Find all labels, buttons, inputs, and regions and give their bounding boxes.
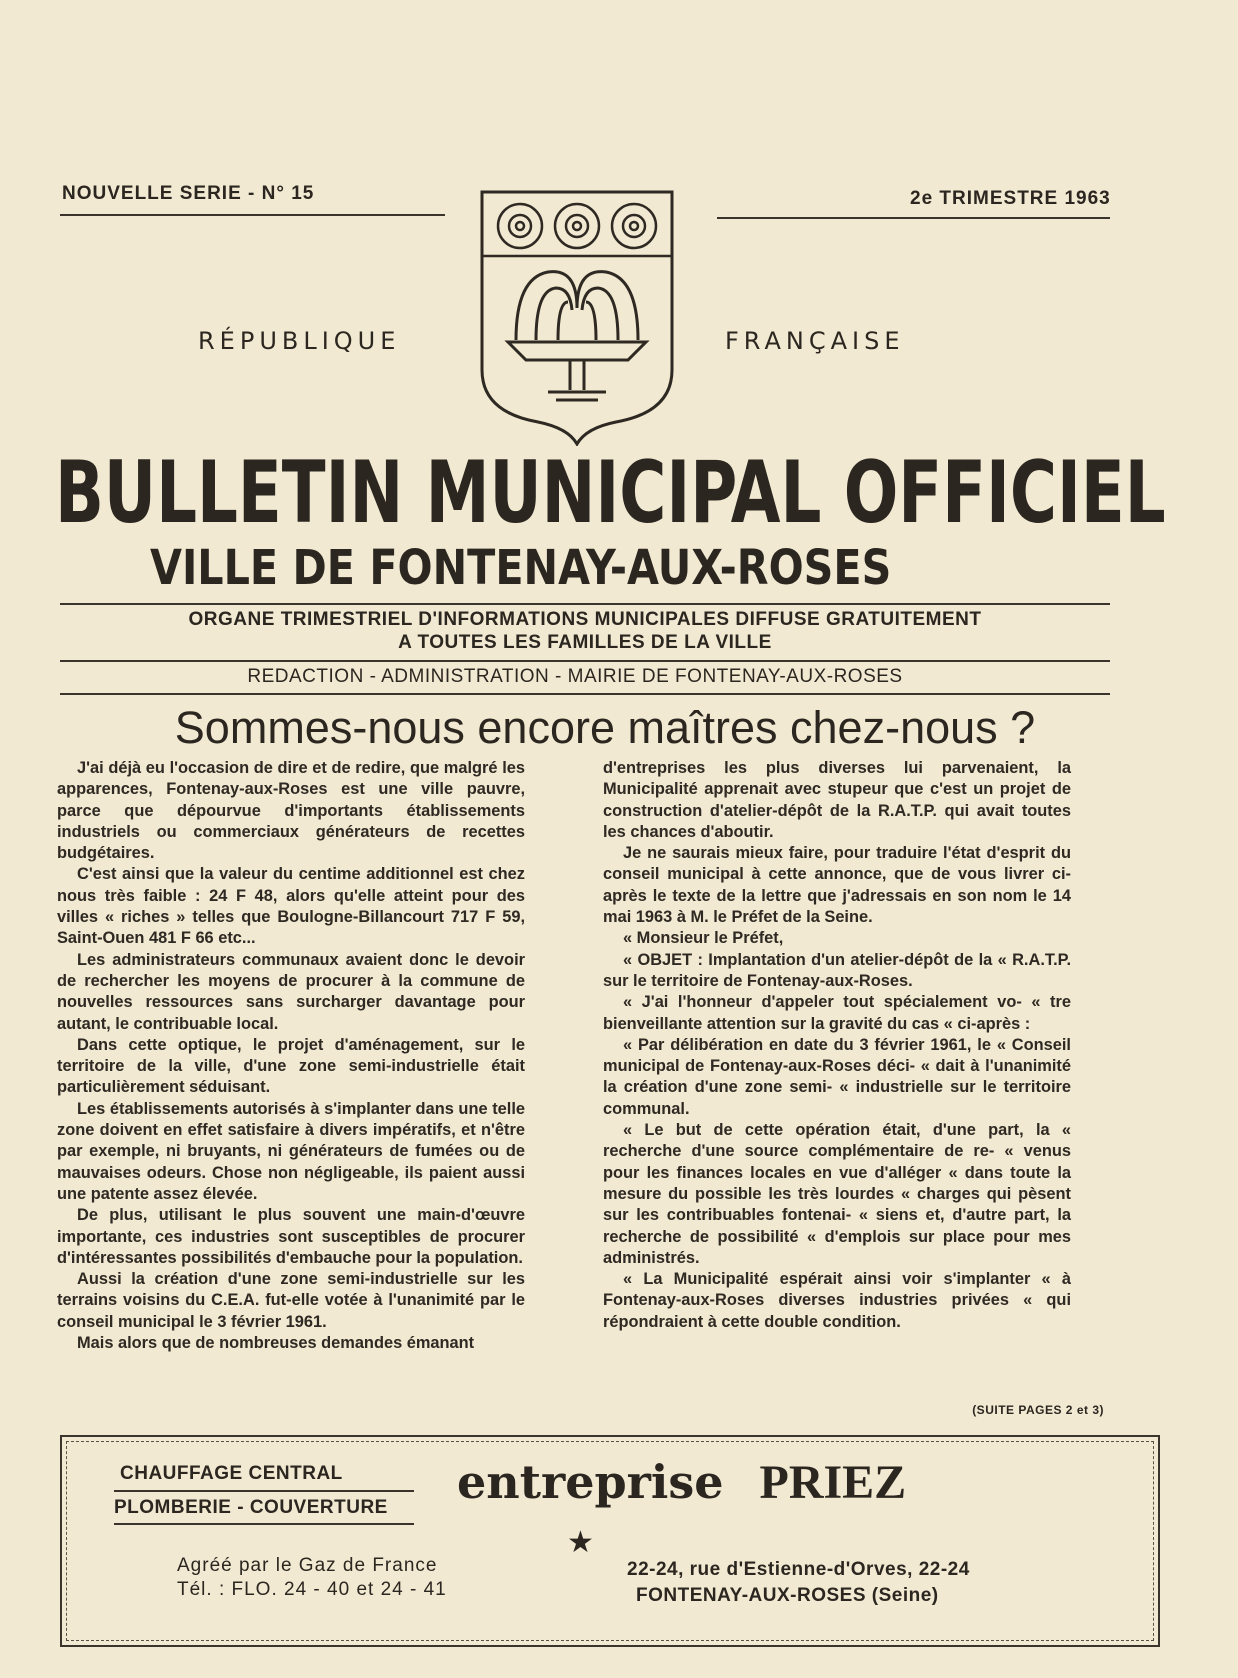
paragraph: Aussi la création d'une zone semi-industrielle sur les terrains voisins du C.E.A. fut-elle votée à l'unanimité par le conseil municipal le 3 février 1961. [57,1270,525,1331]
town-subtitle: VILLE DE FONTENAY-AUX-ROSES [150,540,892,596]
ad-company-word: entreprise [457,1455,724,1509]
ad-line-heating: CHAUFFAGE CENTRAL [120,1463,343,1484]
ad-address-town: FONTENAY-AUX-ROSES (Seine) [636,1585,939,1606]
republique-label: RÉPUBLIQUE [198,327,401,355]
redaction-line: REDACTION - ADMINISTRATION - MAIRIE DE FONTENAY-AUX-ROSES [247,666,903,687]
paragraph: « Monsieur le Préfet, [623,929,784,948]
masthead-rule-1 [60,603,1110,605]
paragraph: « Par délibération en date du 3 février 1961, le « Conseil municipal de Fontenay-aux-Roses déci- « dait à l'unanimité la création d'une zone semi- « industrielle sur le territoire communal. [603,1035,1071,1118]
ad-address-street: 22-24, rue d'Estienne-d'Orves, 22-24 [627,1559,970,1580]
ad-line-plumbing: PLOMBERIE - COUVERTURE [114,1497,388,1518]
advertisement-box [60,1435,1160,1647]
paragraph: « Le but de cette opération était, d'une part, la « recherche d'une source complémentaire de re- « venus pour les finances locales en vue d'alléger « dans toute la mesure du possible les très lourdes « charges qui pèsent sur les contribuables fontenai- « siens et, d'autre part, la recherche de possibilité « d'emplois sur place pour mes administrés. [603,1121,1071,1267]
paragraph: « J'ai l'honneur d'appeler tout spécialement vo- « tre bienveillante attention sur la gravité du cas « ci-après : [603,993,1071,1033]
star-icon: ★ [567,1526,594,1559]
paragraph: Mais alors que de nombreuses demandes émanant [77,1334,475,1353]
article-headline: Sommes-nous encore maîtres chez-nous ? [174,702,1036,753]
ad-rule-2 [114,1523,414,1525]
ad-approval: Agréé par le Gaz de France [177,1555,438,1576]
masthead-rule-3 [60,693,1110,695]
header-rule-right [717,217,1110,219]
ad-rule-1 [114,1490,414,1492]
paragraph: « OBJET : Implantation d'un atelier-dépôt de la « R.A.T.P. sur le territoire de Fontenay-aux-Roses. [603,950,1071,990]
article-column-1 [57,758,525,1354]
paragraph: C'est ainsi que la valeur du centime additionnel est chez nous très faible : 24 F 48, alors qu'elle atteint pour des villes « riches » telles que Boulogne-Billancourt 717 F 59, Saint-Ouen 481 F 66 etc... [57,865,525,948]
paragraph: Dans cette optique, le projet d'aménagement, sur le territoire de la ville, d'une zone semi-industrielle était particulièrement séduisant. [57,1035,525,1097]
article-column-2 [603,758,1071,1333]
paragraph: J'ai déjà eu l'occasion de dire et de redire, que malgré les apparences, Fontenay-aux-Roses est une ville pauvre, parce que dépourvue d'importants établissements industriels ou commerciaux générateurs de recettes budgétaires. [57,759,525,863]
continued-note: (SUITE PAGES 2 et 3) [972,1403,1104,1417]
header-rule-left [60,214,445,216]
ad-company-brand: PRIEZ [759,1456,907,1509]
paragraph: Les établissements autorisés à s'implanter dans une telle zone doivent en effet satisfaire à divers impératifs, et n'être par exemple, ni bruyants, ni générateurs de fumées ou de mauvaises odeurs. Chose non négligeable, ils paient aussi une patente assez élevée. [57,1099,525,1203]
bulletin-title: BULLETIN MUNICIPAL OFFICIEL [55,443,1166,543]
tagline [60,608,1110,654]
paragraph: Je ne saurais mieux faire, pour traduire l'état d'esprit du conseil municipal à cette annonce, que de vous livrer ci-après le texte de la lettre que j'adressais en son nom le 14 mai 1963 à M. le Préfet de la Seine. [603,844,1071,927]
masthead-rule-2 [60,660,1110,662]
paragraph: Les administrateurs communaux avaient donc le devoir de rechercher les moyens de procurer à la commune de nouvelles ressources sans surcharger davantage pour autant, le contribuable local. [57,950,525,1033]
ad-company-name [457,1455,906,1510]
quarter: 2e TRIMESTRE 1963 [910,188,1111,209]
tagline-line-2: A TOUTES LES FAMILLES DE LA VILLE [398,632,772,653]
paragraph: De plus, utilisant le plus souvent une main-d'œuvre importante, ces industries sont susceptibles de procurer d'intéressantes possibilités d'embauche pour la population. [57,1206,525,1267]
tagline-line-1: ORGANE TRIMESTRIEL D'INFORMATIONS MUNICIPALES DIFFUSE GRATUITEMENT [188,609,982,630]
paragraph: « La Municipalité espérait ainsi voir s'implanter « à Fontenay-aux-Roses diverses industries privées « qui répondraient à cette double condition. [603,1270,1071,1331]
series-number: NOUVELLE SERIE - N° 15 [62,183,315,204]
ad-phone: Tél. : FLO. 24 - 40 et 24 - 41 [177,1579,447,1600]
francaise-label: FRANÇAISE [725,327,905,355]
paragraph: d'entreprises les plus diverses lui parvenaient, la Municipalité apprenait avec stupeur que c'est un projet de construction d'atelier-dépôt de la R.A.T.P. qui avait toutes les chances d'aboutir. [603,759,1071,841]
coat-of-arms-icon [478,190,676,446]
